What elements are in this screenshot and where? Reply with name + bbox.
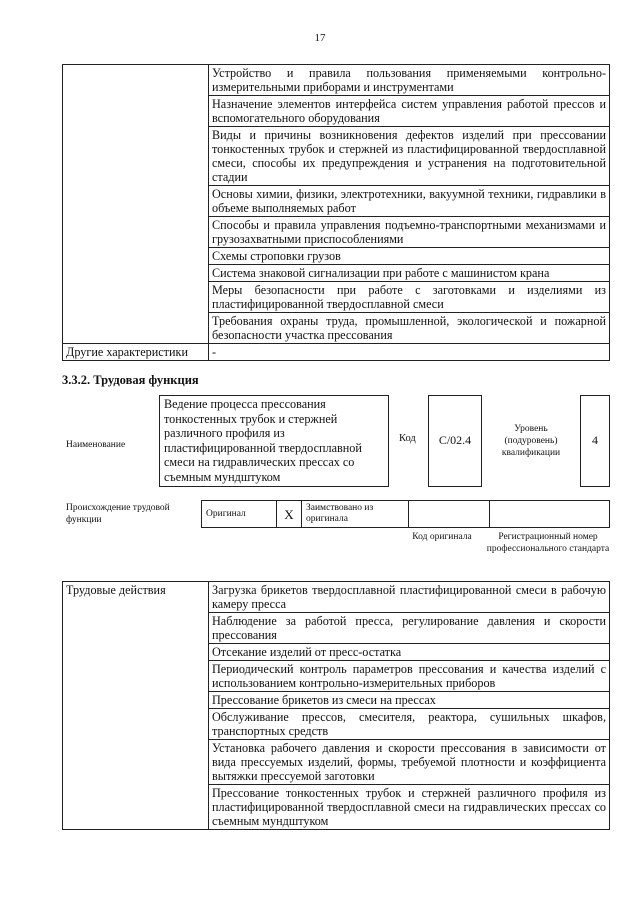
table-cell: Виды и причины возникновения дефектов изделий при прессовании тонкостенных трубок и стержней из пластифицированной твердосплавной смеси, способы их предупреждения и устранения на подготовительной стадии: [209, 127, 610, 186]
table-cell: Основы химии, физики, электротехники, вакуумной техники, гидравлики в объеме выполняемых работ: [209, 186, 610, 217]
table-cell: Отсекание изделий от пресс-остатка: [209, 644, 610, 661]
reg-number-cell: [490, 501, 610, 528]
table-row: [202, 501, 610, 528]
table-row: [63, 344, 610, 361]
other-characteristics-label: Другие характеристики: [63, 344, 209, 361]
table-cell: Наблюдение за работой пресса, регулирование давления и скорости прессования: [209, 613, 610, 644]
table-cell: Требования охраны труда, промышленной, экологической и пожарной безопасности участка прессования: [209, 313, 610, 344]
table-row: [63, 65, 610, 96]
table-cell: Прессование тонкостенных трубок и стержней различного профиля из пластифицированной твердосплавной смеси на гидравлических прессах со съемным мундштуком: [209, 785, 610, 830]
labor-actions-label: Трудовые действия: [63, 582, 209, 830]
qualification-level-label: Уровень (подуровень) квалификации: [501, 424, 561, 458]
table-cell: Периодический контроль параметров прессования и качества изделий с использованием контрольно-измерительных приборов: [209, 661, 610, 692]
knowledge-table: [62, 64, 610, 361]
code-original-label: Код оригинала: [412, 532, 472, 542]
other-characteristics-value: -: [209, 344, 610, 361]
origin-label: Происхождение трудовой функции: [66, 503, 170, 525]
labor-actions-table: [62, 581, 610, 830]
table-cell: Устройство и правила пользования применяемыми контрольно-измерительными приборами и инструментами: [209, 65, 610, 96]
table-cell: Меры безопасности при работе с заготовками и изделиями из пластифицированной твердосплавной смеси: [209, 282, 610, 313]
table-cell: Схемы строповки грузов: [209, 248, 610, 265]
section-title: 3.3.2. Трудовая функция: [62, 373, 199, 387]
table-row: [63, 582, 610, 613]
code-label: Код: [399, 433, 416, 444]
origin-table: [201, 500, 610, 528]
borrowed-label: Заимствовано из оригинала: [302, 501, 409, 528]
code-original-cell: [409, 501, 490, 528]
table-cell: Установка рабочего давления и скорости прессования в зависимости от вида прессуемых изделий, формы, требуемой плотности и коэффициента вытяжки прессуемой заготовки: [209, 740, 610, 785]
qualification-level-value: 4: [592, 433, 598, 447]
table-cell: Обслуживание прессов, смесителя, реактора, сушильных шкафов, транспортных средств: [209, 709, 610, 740]
page-number: 17: [314, 32, 326, 44]
table-cell: Загрузка брикетов твердосплавной пластифицированной смеси в рабочую камеру пресса: [209, 582, 610, 613]
code-value: C/02.4: [438, 433, 472, 447]
reg-number-label: Регистрационный номер профессионального стандарта: [486, 532, 610, 554]
name-value-box: Ведение процесса прессования тонкостенных трубок и стержней различного профиля из пластифицированной твердосплавной смеси на гидравлических прессах со съемным мундштуком: [159, 395, 389, 487]
original-mark: X: [277, 501, 302, 528]
label-cell-empty: [63, 65, 209, 344]
table-cell: Система знаковой сигнализации при работе с машинистом крана: [209, 265, 610, 282]
table-cell: Назначение элементов интерфейса систем управления работой прессов и вспомогательного оборудования: [209, 96, 610, 127]
table-cell: Прессование брикетов из смеси на прессах: [209, 692, 610, 709]
name-label: Наименование: [66, 440, 126, 450]
original-label: Оригинал: [202, 501, 277, 528]
table-cell: Способы и правила управления подъемно-транспортными механизмами и грузозахватными приспособлениями: [209, 217, 610, 248]
